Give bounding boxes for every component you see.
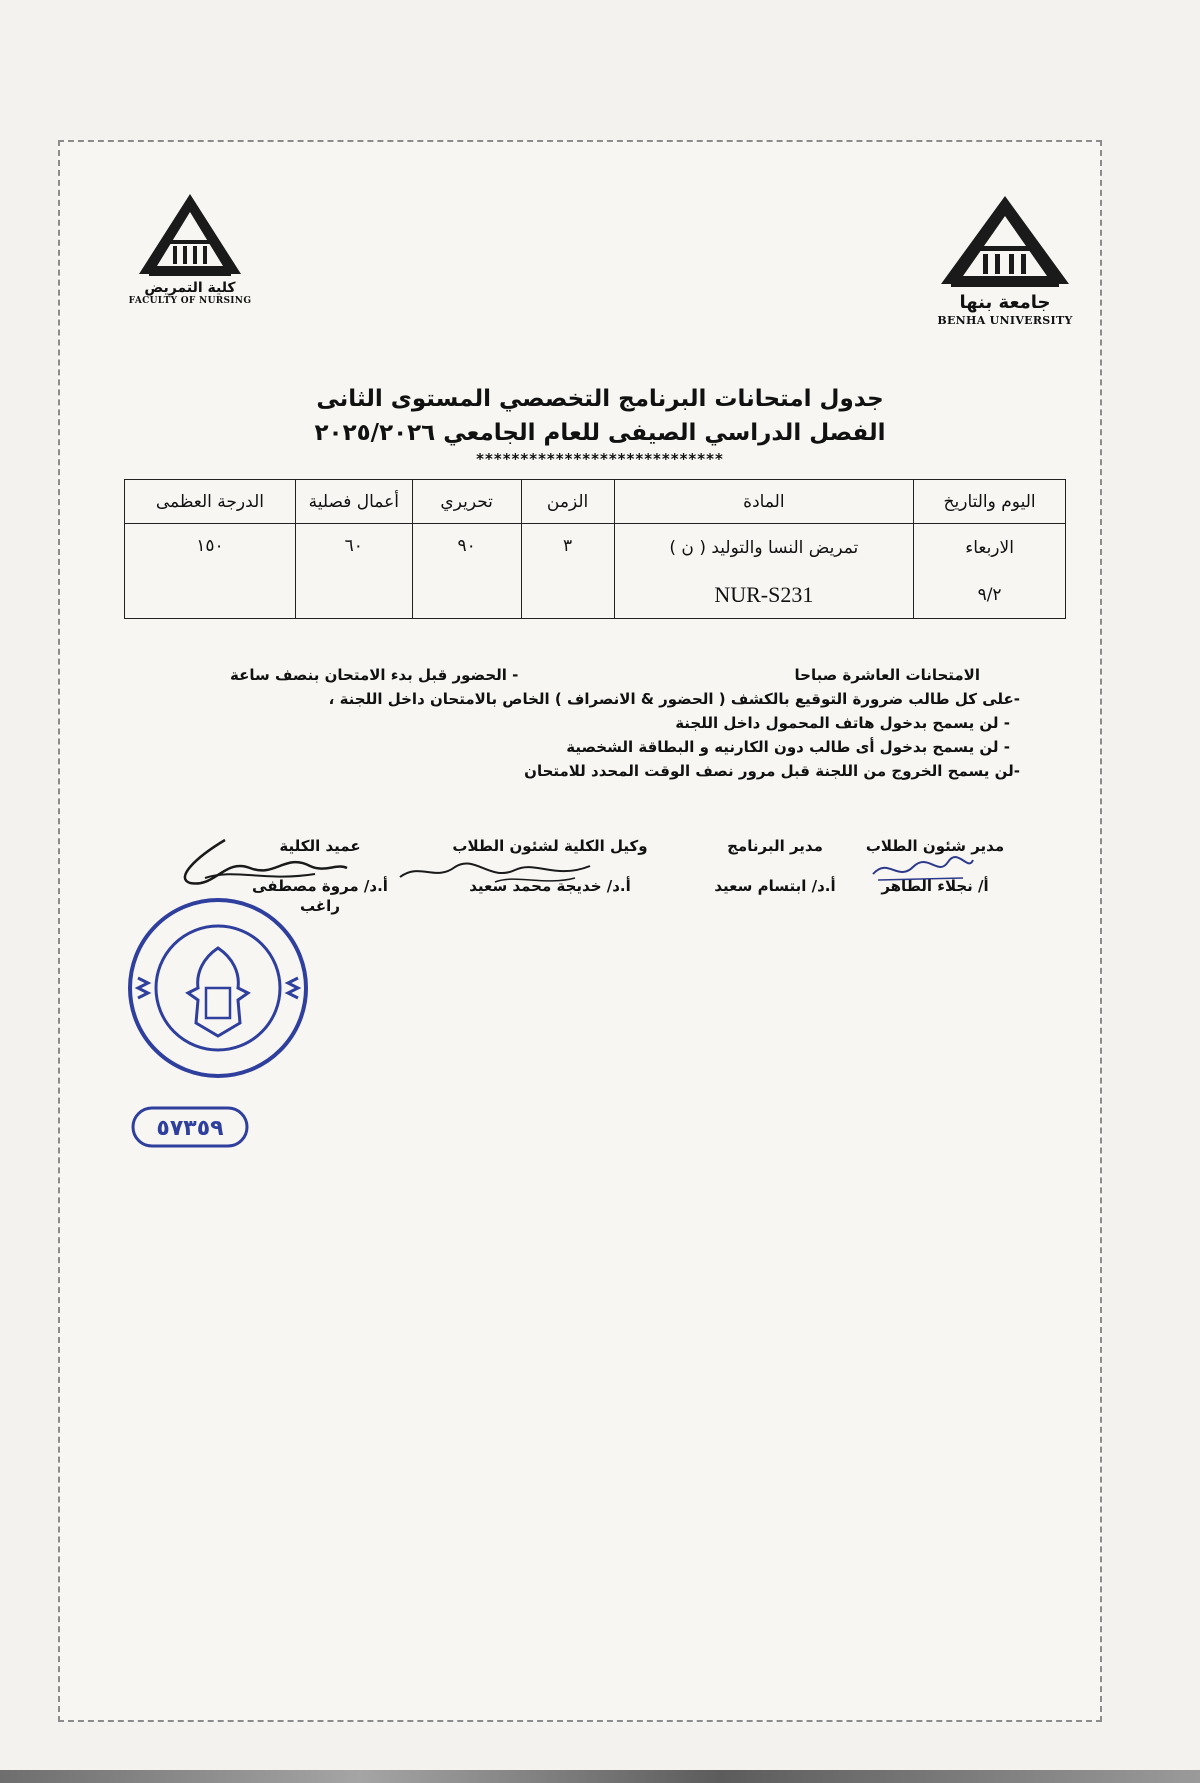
semester-title: الفصل الدراسي الصيفى للعام الجامعي ٢٠٢٥/٢٠٢٦ [314,420,886,446]
signature-title: مدير شئون الطلاب [865,837,1005,855]
note-rule: -لن يسمح الخروج من اللجنة قبل مرور نصف الوقت المحدد للامتحان [524,762,1020,780]
note-time-row [230,663,1020,687]
cell-date: ٩/٢ [914,571,1066,619]
cell-subject: تمريض النسا والتوليد ( ن ) [614,524,914,572]
header-written: تحريري [412,480,521,524]
exam-schedule-table [124,479,1066,619]
handwritten-signature-icon [868,852,978,886]
handwritten-signature-icon [395,852,595,888]
signature-title: مدير البرنامج [727,837,823,855]
table-header-row [125,480,1066,524]
header-duration: الزمن [521,480,614,524]
handwritten-signature-icon [165,838,350,888]
cell-day: الاربعاء [914,524,1066,572]
cell-coursework: ٦٠ [295,524,412,619]
header-coursework: أعمال فصلية [295,480,412,524]
header-subject: المادة [614,480,914,524]
header-day-date: اليوم والتاريخ [914,480,1066,524]
stamp-number: ٥٧٣٥٩ [156,1116,224,1141]
signature-name: أ/ نجلاء الطاهر [881,877,989,895]
faculty-name-arabic: كلية التمريض [144,280,236,296]
schedule-title: جدول امتحانات البرنامج التخصصي المستوى الثانى [316,386,884,412]
faculty-logo [120,190,260,306]
signature-title: عميد الكلية [279,837,361,855]
university-emblem-icon [935,192,1075,292]
note-rule: - لن يسمح بدخول أى طالب دون الكارنيه و البطاقة الشخصية [566,738,1010,756]
scan-edge [0,1770,1200,1783]
signature-title: وكيل الكلية لشئون الطلاب [452,837,648,855]
note-attendance: - الحضور قبل بدء الامتحان بنصف ساعة [230,666,519,684]
university-name-arabic: جامعة بنها [959,292,1051,313]
document-titles [200,382,1000,468]
university-name-english: BENHA UNIVERSITY [937,314,1073,327]
cell-max-grade: ١٥٠ [125,524,296,619]
header-max-grade: الدرجة العظمى [125,480,296,524]
cell-course-code: NUR-S231 [614,571,914,619]
signature-program-director [700,836,850,896]
cell-written: ٩٠ [412,524,521,619]
table-row [125,524,1066,572]
signature-name: أ.د/ خديجة محمد سعيد [469,877,631,895]
title-separator: **************************** [476,450,724,468]
note-rule: -على كل طالب ضرورة التوقيع بالكشف ( الحضور & الانصراف ) الخاص بالامتحان داخل اللجنة ، [328,690,1020,708]
cell-duration: ٣ [521,524,614,619]
exam-notes [230,663,1020,783]
faculty-emblem-icon [135,190,245,280]
stamp-number-badge [130,1105,250,1149]
university-logo [925,192,1085,327]
faculty-seal-icon [118,888,318,1088]
faculty-name-english: FACULTY OF NURSING [128,296,252,306]
signature-name: أ.د/ مروة مصطفى راغب [252,877,388,915]
signature-name: أ.د/ ابتسام سعيد [714,877,836,895]
note-rule: - لن يسمح بدخول هاتف المحمول داخل اللجنة [675,714,1010,732]
note-exam-time: الامتحانات العاشرة صباحا [794,666,980,684]
